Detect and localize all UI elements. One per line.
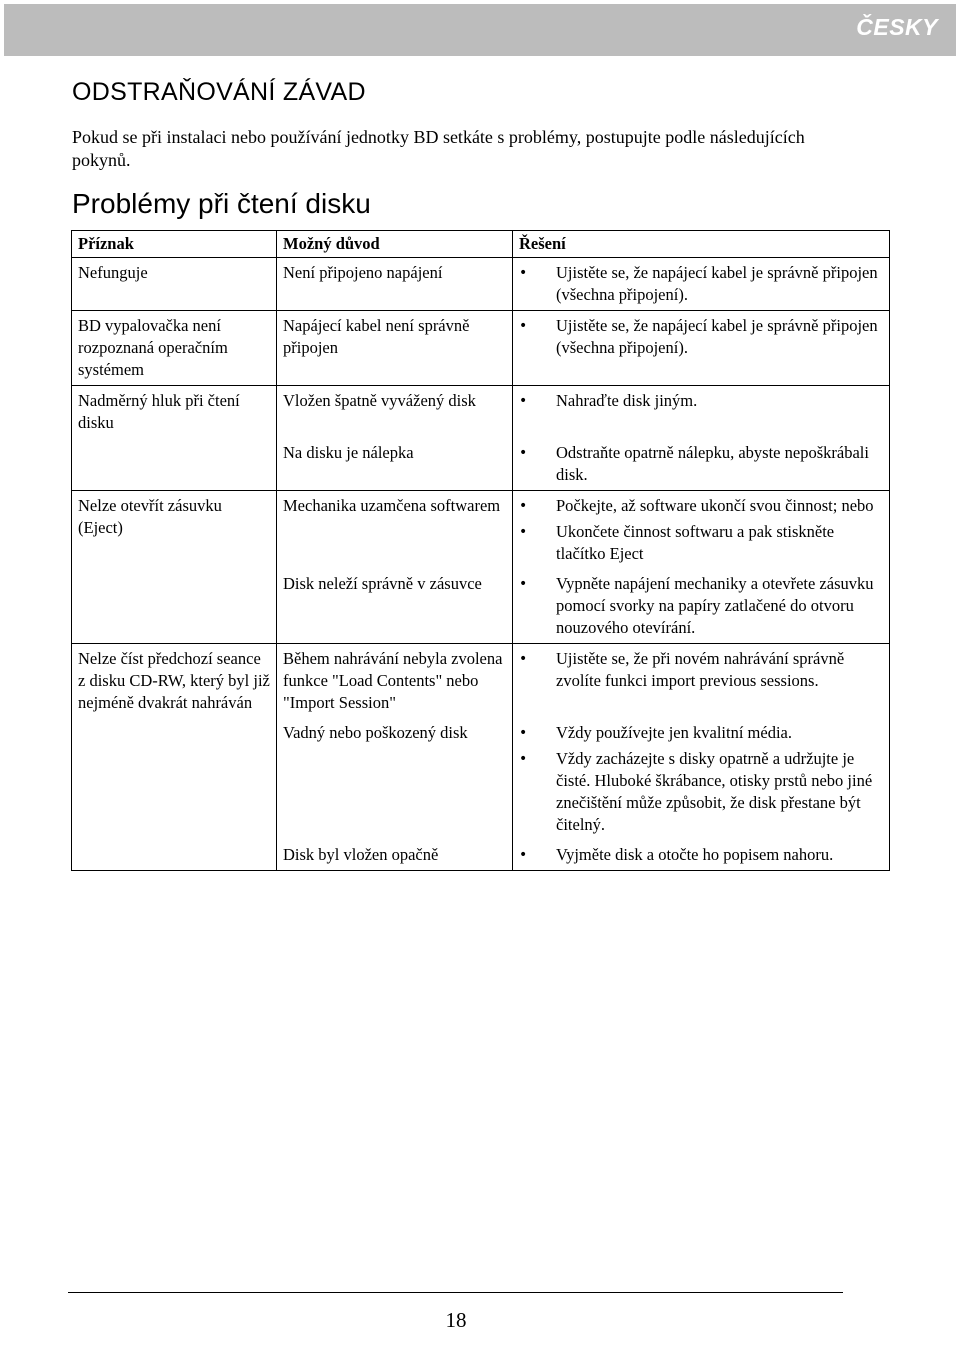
symptom-cell: Nefunguje <box>72 258 277 311</box>
solution-item <box>519 844 883 866</box>
footer-divider <box>68 1292 843 1293</box>
table-header-row <box>72 231 890 258</box>
symptom-cell: Nelze číst předchozí seance z disku CD-RW, který byl již nejméně dvakrát nahráván <box>72 644 277 719</box>
language-label: ČESKY <box>856 14 938 40</box>
solution-item <box>519 748 883 836</box>
solution-item <box>519 521 883 565</box>
cause-cell: Mechanika uzamčena softwarem <box>277 491 513 570</box>
solution-text: Vždy zacházejte s disky opatrně a udržujte je čisté. Hluboké škrábance, otisky prstů nebo jiné znečištění může způsobit, že disk přestane být čitelný. <box>556 749 873 834</box>
symptom-cell <box>72 569 277 644</box>
solution-text: Vyjměte disk a otočte ho popisem nahoru. <box>556 845 834 864</box>
solution-item <box>519 442 883 486</box>
table-row <box>72 569 890 644</box>
table-row <box>72 258 890 311</box>
bullet-icon: • <box>519 847 528 863</box>
solution-cell <box>513 438 890 491</box>
solution-text: Ujistěte se, že napájecí kabel je správně připojen (všechna připojení). <box>556 316 878 357</box>
intro-paragraph: Pokud se při instalaci nebo používání jednotky BD setkáte s problémy, postupujte podle následujících pokynů. <box>72 127 805 170</box>
solution-text: Ujistěte se, že při novém nahrávání správně zvolíte funkci import previous sessions. <box>556 649 845 690</box>
solution-text: Ujistěte se, že napájecí kabel je správně připojen (všechna připojení). <box>556 263 878 304</box>
bullet-icon: • <box>519 751 528 767</box>
symptom-cell: Nadměrný hluk při čtení disku <box>72 386 277 439</box>
table-row <box>72 491 890 570</box>
table-row <box>72 840 890 871</box>
table-row <box>72 718 890 840</box>
solution-item <box>519 495 883 517</box>
solution-text: Počkejte, až software ukončí svou činnost; nebo <box>556 496 874 515</box>
solution-item <box>519 648 883 692</box>
solution-item <box>519 315 883 359</box>
solution-cell <box>513 718 890 840</box>
section-title: ODSTRAŇOVÁNÍ ZÁVAD <box>72 78 366 106</box>
symptom-cell <box>72 718 277 840</box>
symptom-cell <box>72 438 277 491</box>
solution-cell <box>513 569 890 644</box>
symptom-cell: BD vypalovačka není rozpoznaná operačním systémem <box>72 311 277 386</box>
symptom-cell <box>72 840 277 871</box>
solution-item <box>519 390 883 412</box>
header-symptom: Příznak <box>72 231 277 258</box>
solution-cell <box>513 311 890 386</box>
solution-cell <box>513 258 890 311</box>
solution-item <box>519 722 883 744</box>
cause-cell: Vložen špatně vyvážený disk <box>277 386 513 439</box>
solution-text: Nahraďte disk jiným. <box>556 391 698 410</box>
solution-cell <box>513 386 890 439</box>
solution-cell <box>513 644 890 719</box>
table-row <box>72 644 890 719</box>
bullet-icon: • <box>519 445 528 461</box>
troubleshooting-table <box>71 230 890 871</box>
table-row <box>72 438 890 491</box>
header-cause: Možný důvod <box>277 231 513 258</box>
bullet-icon: • <box>519 576 528 592</box>
bullet-icon: • <box>519 725 528 741</box>
header-solution: Řešení <box>513 231 890 258</box>
solution-cell <box>513 491 890 570</box>
bullet-icon: • <box>519 498 528 514</box>
cause-cell: Vadný nebo poškozený disk <box>277 718 513 840</box>
cause-cell: Disk byl vložen opačně <box>277 840 513 871</box>
solution-text: Vždy používejte jen kvalitní média. <box>556 723 792 742</box>
table-row <box>72 386 890 439</box>
solution-text: Odstraňte opatrně nálepku, abyste nepoškrábali disk. <box>556 443 869 484</box>
page-number: 18 <box>445 1308 467 1332</box>
bullet-icon: • <box>519 393 528 409</box>
bullet-icon: • <box>519 265 528 281</box>
cause-cell: Na disku je nálepka <box>277 438 513 491</box>
cause-cell: Disk neleží správně v zásuvce <box>277 569 513 644</box>
bullet-icon: • <box>519 318 528 334</box>
bullet-icon: • <box>519 651 528 667</box>
solution-text: Vypněte napájení mechaniky a otevřete zásuvku pomocí svorky na papíry zatlačené do otvoru nouzového otevírání. <box>556 574 874 637</box>
solution-text: Ukončete činnost softwaru a pak stiskněte tlačítko Eject <box>556 522 835 563</box>
symptom-cell: Nelze otevřít zásuvku (Eject) <box>72 491 277 570</box>
cause-cell: Během nahrávání nebyla zvolena funkce "Load Contents" nebo "Import Session" <box>277 644 513 719</box>
solution-cell <box>513 840 890 871</box>
language-bar <box>4 4 956 56</box>
cause-cell: Není připojeno napájení <box>277 258 513 311</box>
solution-item <box>519 262 883 306</box>
cause-cell: Napájecí kabel není správně připojen <box>277 311 513 386</box>
table-body <box>72 258 890 871</box>
subsection-title: Problémy při čtení disku <box>72 188 371 219</box>
table-row <box>72 311 890 386</box>
bullet-icon: • <box>519 524 528 540</box>
solution-item <box>519 573 883 639</box>
